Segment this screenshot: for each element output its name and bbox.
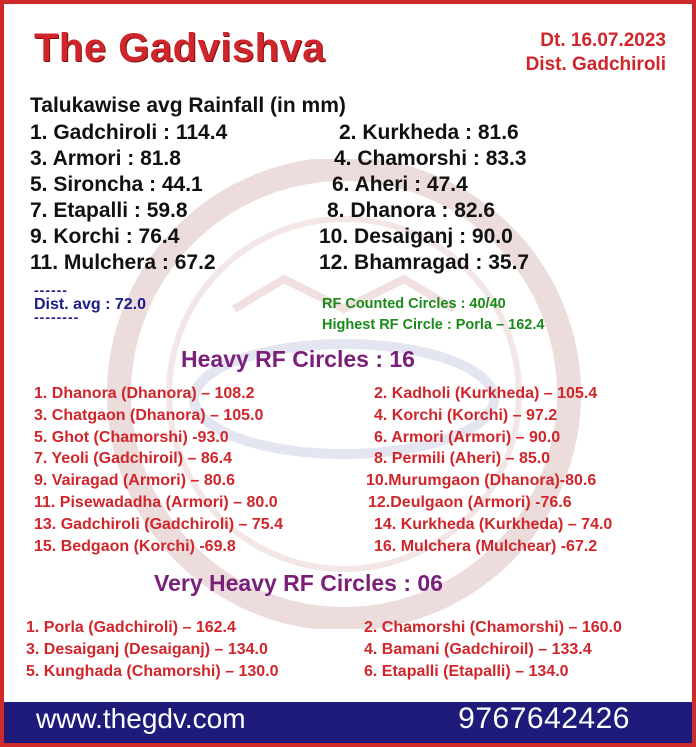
- taluka-item: 3. Armori : 81.8: [30, 147, 181, 170]
- heavy-circle-item: 14. Kurkheda (Kurkheda) – 74.0: [374, 516, 613, 533]
- heavy-circle-item: 12.Deulgaon (Armori) -76.6: [368, 494, 572, 511]
- taluka-item: 7. Etapalli : 59.8: [30, 199, 188, 222]
- footer-bar: [4, 702, 692, 743]
- taluka-item: 4. Chamorshi : 83.3: [334, 147, 527, 170]
- heavy-circle-item: 9. Vairagad (Armori) – 80.6: [34, 472, 235, 489]
- phone-number: 9767642426: [458, 702, 630, 735]
- taluka-item: 5. Sironcha : 44.1: [30, 173, 203, 196]
- taluka-item: 10. Desaiganj : 90.0: [319, 225, 513, 248]
- website-link[interactable]: www.thegdv.com: [36, 703, 246, 734]
- heavy-circle-item: 15. Bedgaon (Korchi) -69.8: [34, 538, 236, 555]
- heavy-circle-item: 3. Chatgaon (Dhanora) – 105.0: [34, 407, 264, 424]
- very-heavy-circle-item: 1. Porla (Gadchiroli) – 162.4: [26, 619, 236, 636]
- brand-title: The Gadvishva: [34, 26, 326, 70]
- date-label: Dt. 16.07.2023: [540, 30, 666, 51]
- heavy-circle-item: 16. Mulchera (Mulchear) -67.2: [374, 538, 598, 555]
- heavy-circle-item: 5. Ghot (Chamorshi) -93.0: [34, 429, 229, 446]
- dash-divider-top: ------: [34, 282, 68, 298]
- very-heavy-circle-item: 4. Bamani (Gadchiroil) – 133.4: [364, 641, 592, 658]
- heavy-circle-item: 4. Korchi (Korchi) – 97.2: [374, 407, 558, 424]
- district-average: Dist. avg : 72.0: [34, 296, 147, 313]
- taluka-item: 8. Dhanora : 82.6: [327, 199, 496, 222]
- taluka-item: 11. Mulchera : 67.2: [30, 251, 216, 274]
- dash-divider-bottom: --------: [34, 309, 80, 325]
- heavy-circle-item: 1. Dhanora (Dhanora) – 108.2: [34, 385, 255, 402]
- heavy-circle-item: 11. Pisewadadha (Armori) – 80.0: [34, 494, 278, 511]
- district-label: Dist. Gadchiroli: [525, 54, 666, 75]
- very-heavy-circle-item: 5. Kunghada (Chamorshi) – 130.0: [26, 663, 279, 680]
- heavy-circle-item: 8. Permili (Aheri) – 85.0: [374, 450, 551, 467]
- taluka-item: 2. Kurkheda : 81.6: [339, 121, 519, 144]
- taluka-item: 1. Gadchiroli : 114.4: [30, 121, 228, 144]
- heavy-circle-item: 2. Kadholi (Kurkheda) – 105.4: [374, 385, 598, 402]
- taluka-item: 6. Aheri : 47.4: [332, 173, 468, 196]
- rainfall-heading: Talukawise avg Rainfall (in mm): [30, 94, 346, 117]
- heavy-circle-item: 10.Murumgaon (Dhanora)-80.6: [366, 472, 597, 489]
- rf-counted-circles: RF Counted Circles : 40/40: [322, 296, 506, 312]
- heavy-circle-item: 13. Gadchiroli (Gadchiroli) – 75.4: [34, 516, 283, 533]
- taluka-item: 9. Korchi : 76.4: [30, 225, 180, 248]
- very-heavy-circle-item: 3. Desaiganj (Desaiganj) – 134.0: [26, 641, 268, 658]
- taluka-item: 12. Bhamragad : 35.7: [319, 251, 530, 274]
- heavy-circle-item: 7. Yeoli (Gadchiroil) – 86.4: [34, 450, 233, 467]
- very-heavy-rf-title: Very Heavy RF Circles : 06: [154, 570, 443, 596]
- very-heavy-circle-item: 2. Chamorshi (Chamorshi) – 160.0: [364, 619, 622, 636]
- heavy-rf-title: Heavy RF Circles : 16: [181, 346, 415, 372]
- heavy-circle-item: 6. Armori (Armori) – 90.0: [374, 429, 561, 446]
- rf-highest-circle: Highest RF Circle : Porla – 162.4: [322, 317, 545, 333]
- very-heavy-circle-item: 6. Etapalli (Etapalli) – 134.0: [364, 663, 569, 680]
